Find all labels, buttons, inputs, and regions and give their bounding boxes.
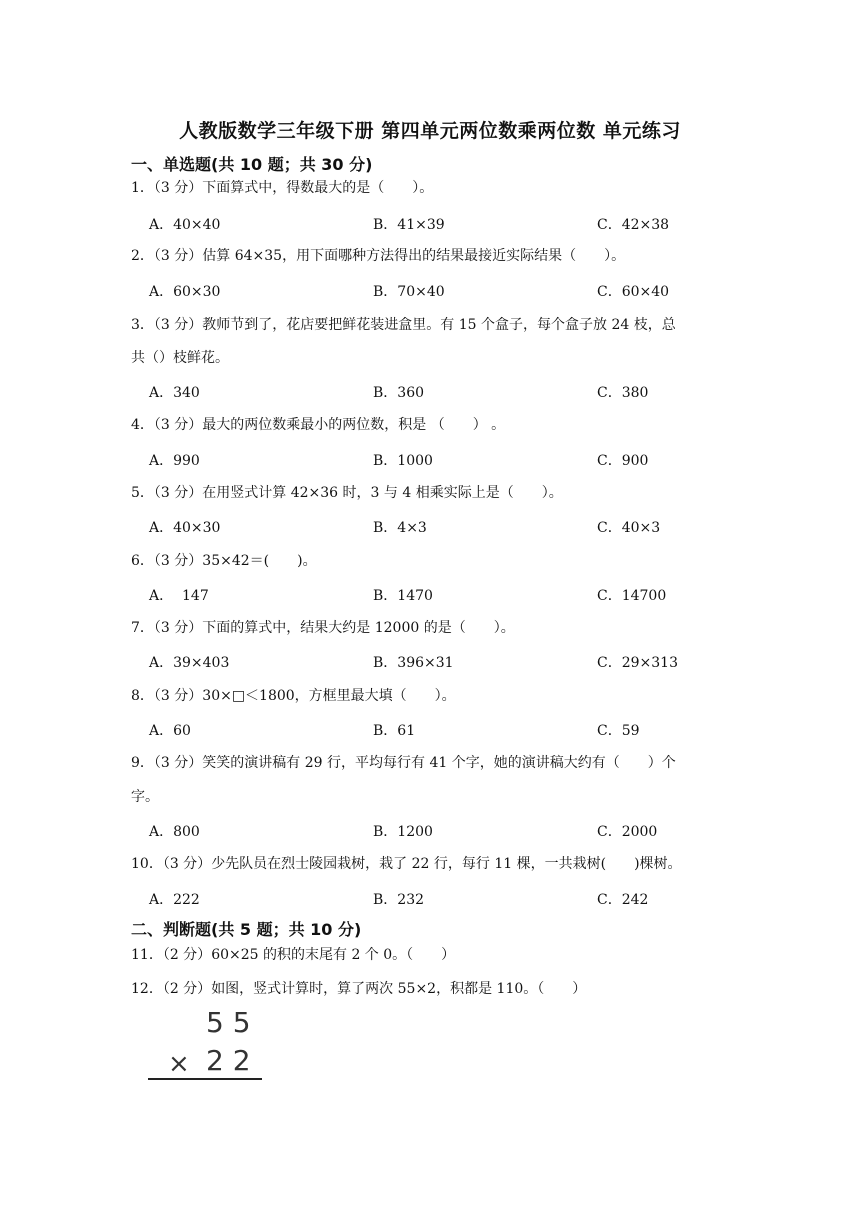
question-score: （3 分） [153, 553, 203, 569]
question-score: （3 分） [153, 248, 203, 264]
question-5 [131, 483, 731, 503]
option-b: B．41×39 [373, 217, 445, 233]
question-score: （3 分） [153, 688, 203, 704]
question-8 [131, 686, 731, 706]
figure-bottom-digits: 2 2 [206, 1044, 251, 1077]
question-score: （3 分） [153, 485, 203, 501]
question-number: 3． [131, 317, 154, 333]
option-c: C．900 [597, 453, 649, 469]
option-c: C．242 [597, 892, 649, 908]
document-title: 人教版数学三年级下册 第四单元两位数乘两位数 单元练习 [179, 120, 681, 142]
question-number: 11． [131, 947, 163, 963]
option-a: A．800 [149, 824, 200, 840]
question-text: 估算 64×35，用下面哪种方法得出的结果最接近实际结果（ ）。 [202, 248, 626, 264]
option-c: C．2000 [597, 824, 658, 840]
option-b: B．360 [373, 385, 425, 401]
question-text: 教师节到了，花店要把鲜花装进盒里。有 15 个盒子，每个盒子放 24 枝，总 [202, 317, 676, 333]
option-c: C．14700 [597, 588, 667, 604]
figure-top-digits: 5 5 [206, 1006, 251, 1039]
option-b: B．1000 [373, 453, 433, 469]
question-number: 8． [131, 688, 154, 704]
question-text: 少先队员在烈士陵园栽树，栽了 22 行，每行 11 棵，一共栽树( )棵树。 [211, 856, 682, 872]
option-a: A．222 [149, 892, 200, 908]
question-2 [131, 246, 731, 266]
question-score: （3 分） [153, 620, 203, 636]
question-9 [131, 753, 731, 773]
option-c: C．42×38 [597, 217, 670, 233]
question-number: 5． [131, 485, 154, 501]
question-text: 35×42＝( )。 [202, 553, 317, 569]
question-text: 如图，竖式计算时，算了两次 55×2，积都是 110。（ ） [211, 981, 587, 997]
question-number: 4． [131, 417, 154, 433]
option-b: B．61 [373, 723, 416, 739]
question-7 [131, 618, 731, 638]
option-a: A．40×30 [149, 520, 221, 536]
option-c: C．59 [597, 723, 640, 739]
option-a: A．40×40 [149, 217, 221, 233]
question-text: 60×25 的积的末尾有 2 个 0。（ ） [211, 947, 456, 963]
question-9-continuation: 字。 [131, 789, 159, 805]
option-c: C．60×40 [597, 284, 670, 300]
option-c: C．40×3 [597, 520, 661, 536]
option-b: B．1470 [373, 588, 433, 604]
option-a: A． 147 [149, 588, 209, 604]
option-a: A．340 [149, 385, 200, 401]
question-score: （3 分） [153, 417, 203, 433]
question-text: 在用竖式计算 42×36 时，3 与 4 相乘实际上是（ ）。 [202, 485, 563, 501]
option-a: A．990 [149, 453, 200, 469]
option-b: B．4×3 [373, 520, 427, 536]
option-a: A．60×30 [149, 284, 221, 300]
question-number: 9． [131, 755, 154, 771]
question-number: 1． [131, 180, 154, 196]
question-text: 下面算式中，得数最大的是（ ）。 [202, 180, 434, 196]
section-heading-single-choice: 一、单选题(共 10 题；共 30 分) [131, 155, 373, 174]
question-score: （2 分） [162, 947, 212, 963]
option-a: A．60 [149, 723, 191, 739]
question-number: 6． [131, 553, 154, 569]
question-number: 2． [131, 248, 154, 264]
figure-multiply-sign: × [168, 1049, 190, 1079]
question-4 [131, 415, 731, 435]
question-10 [131, 854, 731, 874]
question-text: 最大的两位数乘最小的两位数，积是 （ ） 。 [202, 417, 506, 433]
question-1 [131, 178, 731, 198]
option-a: A．39×403 [149, 655, 230, 671]
question-number: 10． [131, 856, 163, 872]
option-c: C．380 [597, 385, 649, 401]
vertical-multiplication-figure [144, 1006, 268, 1086]
question-text: 30×□＜1800，方框里最大填（ ）。 [202, 688, 456, 704]
option-c: C．29×313 [597, 655, 678, 671]
question-11 [131, 945, 731, 965]
question-score: （3 分） [153, 180, 203, 196]
question-score: （3 分） [153, 317, 203, 333]
section-heading-true-false: 二、判断题(共 5 题；共 10 分) [131, 920, 362, 939]
question-score: （2 分） [162, 981, 212, 997]
question-3-continuation: 共（）枝鲜花。 [131, 350, 229, 366]
question-3 [131, 315, 731, 335]
question-number: 7． [131, 620, 154, 636]
question-number: 12． [131, 981, 163, 997]
question-score: （3 分） [153, 755, 203, 771]
option-b: B．1200 [373, 824, 433, 840]
question-text: 笑笑的演讲稿有 29 行，平均每行有 41 个字，她的演讲稿大约有（ ）个 [202, 755, 676, 771]
question-12 [131, 979, 731, 999]
option-b: B．232 [373, 892, 425, 908]
question-6 [131, 551, 731, 571]
option-b: B．396×31 [373, 655, 454, 671]
question-score: （3 分） [162, 856, 212, 872]
option-b: B．70×40 [373, 284, 445, 300]
question-text: 下面的算式中，结果大约是 12000 的是（ ）。 [202, 620, 515, 636]
